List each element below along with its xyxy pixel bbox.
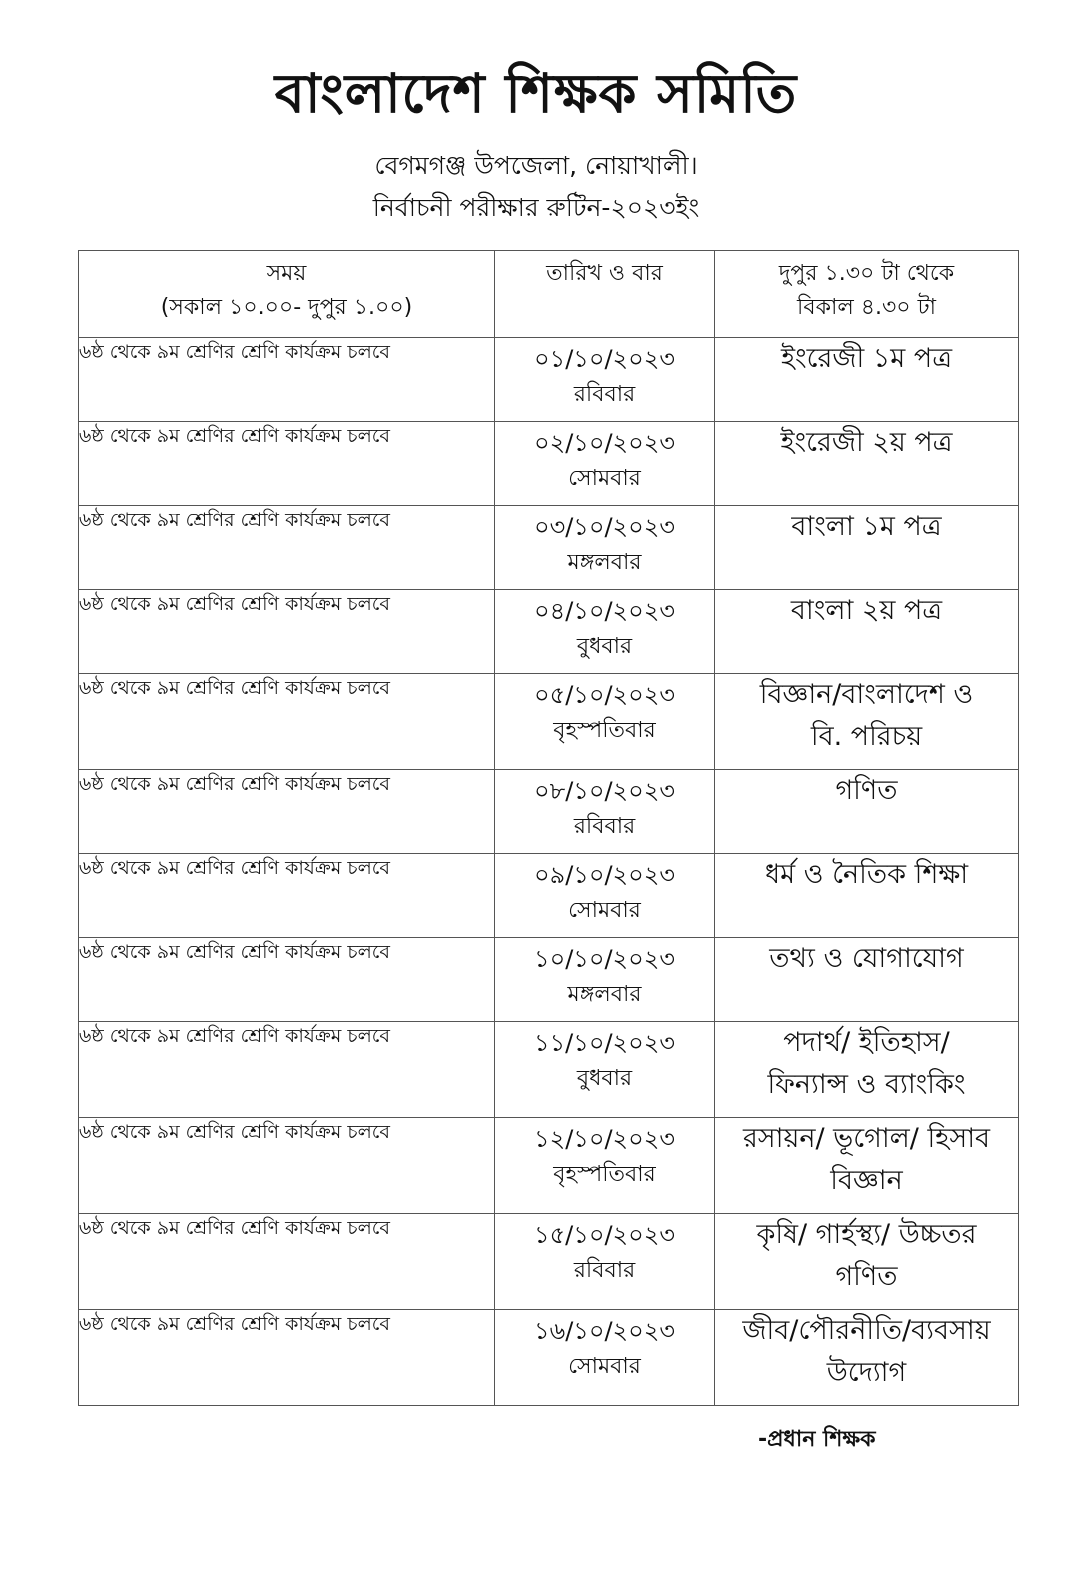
exam-day: রবিবার bbox=[573, 814, 636, 839]
header-afternoon-line1: দুপুর ১.৩০ টা থেকে bbox=[778, 261, 955, 286]
exam-date: ০৪/১০/২০২৩ bbox=[534, 597, 675, 625]
date-cell bbox=[495, 422, 715, 506]
table-row bbox=[79, 422, 1019, 506]
exam-date: ০৮/১০/২০২৩ bbox=[534, 777, 675, 805]
exam-date: ০৩/১০/২০২৩ bbox=[534, 513, 675, 541]
table-row bbox=[79, 674, 1019, 770]
date-cell bbox=[495, 1214, 715, 1310]
header-time bbox=[79, 251, 495, 338]
table-row bbox=[79, 338, 1019, 422]
table-row bbox=[79, 1214, 1019, 1310]
exam-routine-table bbox=[78, 250, 1019, 1406]
subject-cell bbox=[715, 770, 1019, 854]
activity-cell: ৬ষ্ঠ থেকে ৯ম শ্রেণির শ্রেণি কার্যক্রম চলবে bbox=[79, 1310, 495, 1406]
table-row bbox=[79, 938, 1019, 1022]
header-afternoon-line2: বিকাল ৪.৩০ টা bbox=[797, 295, 936, 320]
exam-day: সোমবার bbox=[568, 898, 641, 923]
subject-line: তথ্য ও যোগাযোগ bbox=[769, 943, 964, 974]
exam-date: ১৬/১০/২০২৩ bbox=[534, 1317, 675, 1345]
signature-headmaster: -প্রধান শিক্ষক bbox=[758, 1427, 876, 1452]
exam-day: মঙ্গলবার bbox=[567, 550, 642, 575]
exam-day: বৃহস্পতিবার bbox=[553, 718, 656, 743]
table-row bbox=[79, 1118, 1019, 1214]
header-time-label: সময় bbox=[266, 261, 307, 286]
activity-cell: ৬ষ্ঠ থেকে ৯ম শ্রেণির শ্রেণি কার্যক্রম চলবে bbox=[79, 674, 495, 770]
subject-line: পদার্থ/ ইতিহাস/ bbox=[783, 1027, 950, 1058]
exam-date: ১১/১০/২০২৩ bbox=[534, 1029, 675, 1057]
subject-line-2: বি. পরিচয় bbox=[810, 721, 923, 752]
subject-cell bbox=[715, 1214, 1019, 1310]
exam-day: বুধবার bbox=[576, 634, 633, 659]
date-cell bbox=[495, 1022, 715, 1118]
date-cell bbox=[495, 770, 715, 854]
subject-cell bbox=[715, 1022, 1019, 1118]
header-date-day-label: তারিখ ও বার bbox=[546, 261, 663, 286]
subject-line: ইংরেজী ১ম পত্র bbox=[780, 343, 953, 374]
exam-date: ০২/১০/২০২৩ bbox=[534, 429, 675, 457]
date-cell bbox=[495, 938, 715, 1022]
header-afternoon bbox=[715, 251, 1019, 338]
exam-day: বুধবার bbox=[576, 1066, 633, 1091]
subject-line-2: ফিন্যান্স ও ব্যাংকিং bbox=[767, 1069, 966, 1100]
subject-line: জীব/পৌরনীতি/ব্যবসায় bbox=[742, 1315, 991, 1346]
exam-title: নির্বাচনী পরীক্ষার রুটিন-২০২৩ইং bbox=[372, 193, 700, 222]
date-cell bbox=[495, 1118, 715, 1214]
exam-day: সোমবার bbox=[568, 1354, 641, 1379]
exam-date: ১০/১০/২০২৩ bbox=[534, 945, 675, 973]
exam-date: ১৫/১০/২০২৩ bbox=[534, 1221, 675, 1249]
exam-day: মঙ্গলবার bbox=[567, 982, 642, 1007]
header-date-day bbox=[495, 251, 715, 338]
activity-cell: ৬ষ্ঠ থেকে ৯ম শ্রেণির শ্রেণি কার্যক্রম চলবে bbox=[79, 506, 495, 590]
exam-day: রবিবার bbox=[573, 1258, 636, 1283]
subject-line: ধর্ম ও নৈতিক শিক্ষা bbox=[764, 859, 969, 890]
subject-cell bbox=[715, 854, 1019, 938]
subject-line: গণিত bbox=[835, 775, 898, 806]
subject-cell bbox=[715, 338, 1019, 422]
activity-cell: ৬ষ্ঠ থেকে ৯ম শ্রেণির শ্রেণি কার্যক্রম চলবে bbox=[79, 854, 495, 938]
subject-line-2: বিজ্ঞান bbox=[830, 1165, 903, 1196]
activity-cell: ৬ষ্ঠ থেকে ৯ম শ্রেণির শ্রেণি কার্যক্রম চলবে bbox=[79, 1118, 495, 1214]
exam-day: বৃহস্পতিবার bbox=[553, 1162, 656, 1187]
date-cell bbox=[495, 674, 715, 770]
date-cell bbox=[495, 854, 715, 938]
table-row bbox=[79, 590, 1019, 674]
activity-cell: ৬ষ্ঠ থেকে ৯ম শ্রেণির শ্রেণি কার্যক্রম চলবে bbox=[79, 338, 495, 422]
table-row bbox=[79, 854, 1019, 938]
activity-cell: ৬ষ্ঠ থেকে ৯ম শ্রেণির শ্রেণি কার্যক্রম চলবে bbox=[79, 422, 495, 506]
table-row bbox=[79, 506, 1019, 590]
subject-line: বিজ্ঞান/বাংলাদেশ ও bbox=[759, 679, 974, 710]
activity-cell: ৬ষ্ঠ থেকে ৯ম শ্রেণির শ্রেণি কার্যক্রম চলবে bbox=[79, 1022, 495, 1118]
exam-date: ০১/১০/২০২৩ bbox=[534, 345, 675, 373]
subject-line-2: গণিত bbox=[835, 1261, 898, 1292]
header-time-range: (সকাল ১০.০০- দুপুর ১.০০) bbox=[160, 295, 413, 320]
subject-cell bbox=[715, 674, 1019, 770]
subject-line-2: উদ্যোগ bbox=[826, 1357, 907, 1388]
activity-cell: ৬ষ্ঠ থেকে ৯ম শ্রেণির শ্রেণি কার্যক্রম চলবে bbox=[79, 1214, 495, 1310]
table-row bbox=[79, 1310, 1019, 1406]
table-row bbox=[79, 1022, 1019, 1118]
subject-cell bbox=[715, 938, 1019, 1022]
activity-cell: ৬ষ্ঠ থেকে ৯ম শ্রেণির শ্রেণি কার্যক্রম চলবে bbox=[79, 938, 495, 1022]
subject-cell bbox=[715, 1310, 1019, 1406]
exam-day: সোমবার bbox=[568, 466, 641, 491]
date-cell bbox=[495, 338, 715, 422]
subject-line: ইংরেজী ২য় পত্র bbox=[780, 427, 953, 458]
page-title: বাংলাদেশ শিক্ষক সমিতি bbox=[274, 62, 798, 125]
subject-cell bbox=[715, 1118, 1019, 1214]
date-cell bbox=[495, 506, 715, 590]
date-cell bbox=[495, 1310, 715, 1406]
activity-cell: ৬ষ্ঠ থেকে ৯ম শ্রেণির শ্রেণি কার্যক্রম চলবে bbox=[79, 590, 495, 674]
subject-cell bbox=[715, 590, 1019, 674]
exam-day: রবিবার bbox=[573, 382, 636, 407]
table-row bbox=[79, 770, 1019, 854]
exam-date: ০৫/১০/২০২৩ bbox=[534, 681, 675, 709]
location-line: বেগমগঞ্জ উপজেলা, নোয়াখালী। bbox=[374, 151, 698, 180]
exam-date: ০৯/১০/২০২৩ bbox=[534, 861, 675, 889]
subject-line: বাংলা ১ম পত্র bbox=[791, 511, 942, 542]
subject-line: কৃষি/ গার্হস্থ্য/ উচ্চতর bbox=[756, 1219, 977, 1250]
table-header-row bbox=[79, 251, 1019, 338]
subject-cell bbox=[715, 506, 1019, 590]
subject-cell bbox=[715, 422, 1019, 506]
activity-cell: ৬ষ্ঠ থেকে ৯ম শ্রেণির শ্রেণি কার্যক্রম চলবে bbox=[79, 770, 495, 854]
subject-line: রসায়ন/ ভূগোল/ হিসাব bbox=[742, 1123, 991, 1154]
exam-date: ১২/১০/২০২৩ bbox=[534, 1125, 675, 1153]
subject-line: বাংলা ২য় পত্র bbox=[790, 595, 943, 626]
date-cell bbox=[495, 590, 715, 674]
